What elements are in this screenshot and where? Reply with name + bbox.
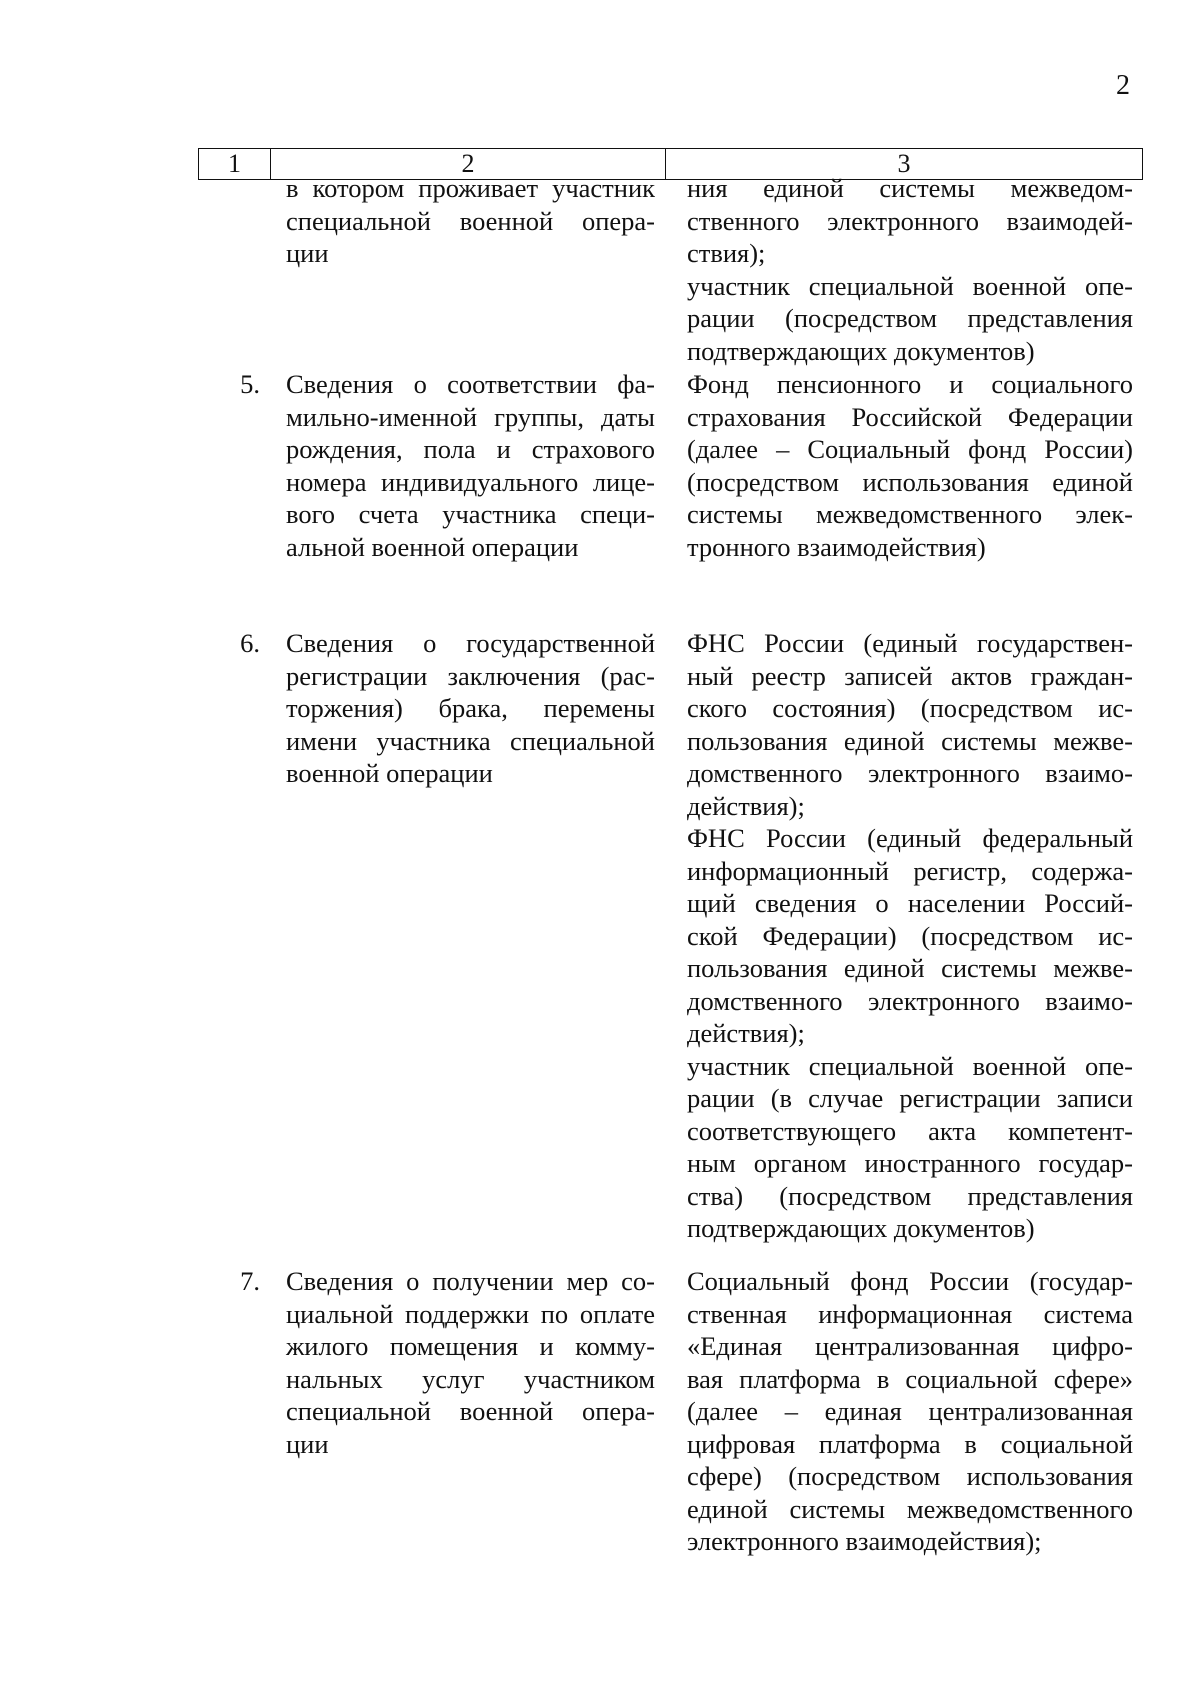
description-line: альной военной операции bbox=[286, 531, 579, 562]
source-line: рации (в случае регистрации записи bbox=[687, 1083, 1133, 1113]
header-cell-2: 2 bbox=[271, 149, 666, 179]
source-line: соответствующего акта компетент- bbox=[687, 1115, 1133, 1146]
source-line: ственного электронного взаимодей- bbox=[687, 205, 1133, 236]
source-line: тронного взаимодействия) bbox=[687, 531, 986, 562]
description-line: специальной военной опера- bbox=[286, 1396, 655, 1426]
source-line: участник специальной военной опе- bbox=[687, 1050, 1133, 1081]
source-line: цифровая платформа в социальной bbox=[687, 1428, 1133, 1459]
description-line: Сведения о получении мер со- bbox=[286, 1266, 655, 1296]
source-line: страхования Российской Федерации bbox=[687, 401, 1133, 432]
source-line: сфере) (посредством использования bbox=[687, 1461, 1133, 1491]
source-line: ской Федерации) (посредством ис- bbox=[687, 920, 1133, 951]
source-line: ственная информационная система bbox=[687, 1298, 1133, 1329]
source-line: ского состояния) (посредством ис- bbox=[687, 693, 1133, 723]
description-line: номера индивидуального лице- bbox=[286, 466, 655, 497]
row-number: 5. bbox=[240, 369, 260, 399]
source-line: (далее – Социальный фонд России) bbox=[687, 434, 1133, 464]
info-description bbox=[270, 368, 665, 563]
description-line: рождения, пола и страхового bbox=[286, 434, 655, 464]
source-line: Фонд пенсионного и социального bbox=[687, 369, 1133, 399]
source-line: ный реестр записей актов граждан- bbox=[687, 660, 1133, 691]
source-line: Социальный фонд России (государ- bbox=[687, 1266, 1133, 1296]
info-source bbox=[665, 1265, 1143, 1558]
source-line: ства) (посредством представления bbox=[687, 1180, 1133, 1211]
info-description bbox=[270, 627, 665, 1245]
table-row bbox=[198, 1265, 1143, 1558]
row-number: 7. bbox=[240, 1266, 260, 1296]
row-number bbox=[198, 172, 270, 367]
description-line: вого счета участника специ- bbox=[286, 499, 655, 529]
source-line: (посредством использования единой bbox=[687, 466, 1133, 497]
source-line: вая платформа в социальной сфере» bbox=[687, 1363, 1133, 1394]
source-line: действия); bbox=[687, 790, 805, 821]
info-source bbox=[665, 172, 1143, 367]
description-line: нальных услуг участником bbox=[286, 1363, 655, 1394]
source-line: пользования единой системы межве- bbox=[687, 725, 1133, 756]
source-line: электронного взаимодействия); bbox=[687, 1526, 1042, 1556]
info-description bbox=[270, 1265, 665, 1558]
source-line: подтверждающих документов) bbox=[687, 1213, 1035, 1243]
description-line: специальной военной опера- bbox=[286, 205, 655, 236]
source-line: подтверждающих документов) bbox=[687, 335, 1035, 366]
description-line: в котором проживает участник bbox=[286, 173, 655, 203]
info-source bbox=[665, 627, 1143, 1245]
header-cell-1: 1 bbox=[199, 149, 271, 179]
table-row bbox=[198, 172, 1143, 367]
description-line: циальной поддержки по оплате bbox=[286, 1298, 655, 1329]
description-line: мильно-именной группы, даты bbox=[286, 401, 655, 432]
source-line: рации (посредством представления bbox=[687, 303, 1133, 333]
source-line: «Единая централизованная цифро- bbox=[687, 1331, 1133, 1361]
source-line: ния единой системы межведом- bbox=[687, 173, 1133, 203]
source-line: ФНС России (единый федеральный bbox=[687, 823, 1133, 853]
description-line: Сведения о соответствии фа- bbox=[286, 369, 655, 399]
description-line: жилого помещения и комму- bbox=[286, 1331, 655, 1361]
description-line: Сведения о государственной bbox=[286, 628, 655, 658]
source-line: информационный регистр, содержа- bbox=[687, 855, 1133, 886]
header-cell-3: 3 bbox=[897, 149, 911, 178]
info-description bbox=[270, 172, 665, 367]
table-row bbox=[198, 627, 1143, 1245]
info-source bbox=[665, 368, 1143, 563]
description-line: ции bbox=[286, 1428, 329, 1459]
source-line: пользования единой системы межве- bbox=[687, 953, 1133, 983]
source-line: ствия); bbox=[687, 238, 766, 268]
description-line: военной операции bbox=[286, 758, 493, 788]
description-line: регистрации заключения (рас- bbox=[286, 660, 655, 691]
source-line: единой системы межведомственного bbox=[687, 1493, 1133, 1524]
source-line: домственного электронного взаимо- bbox=[687, 985, 1133, 1016]
source-line: (далее – единая централизованная bbox=[687, 1396, 1133, 1426]
page-number: 2 bbox=[1116, 70, 1130, 101]
table-row bbox=[198, 368, 1143, 563]
source-line: участник специальной военной опе- bbox=[687, 270, 1133, 301]
description-line: ции bbox=[286, 238, 329, 268]
source-line: ФНС России (единый государствен- bbox=[687, 628, 1133, 658]
row-number: 6. bbox=[240, 628, 260, 658]
source-line: домственного электронного взаимо- bbox=[687, 758, 1133, 788]
source-line: действия); bbox=[687, 1018, 805, 1048]
description-line: торжения) брака, перемены bbox=[286, 693, 655, 723]
source-line: системы межведомственного элек- bbox=[687, 499, 1133, 529]
source-line: ным органом иностранного государ- bbox=[687, 1148, 1133, 1178]
source-line: щий сведения о населении Россий- bbox=[687, 888, 1133, 918]
description-line: имени участника специальной bbox=[286, 725, 655, 756]
